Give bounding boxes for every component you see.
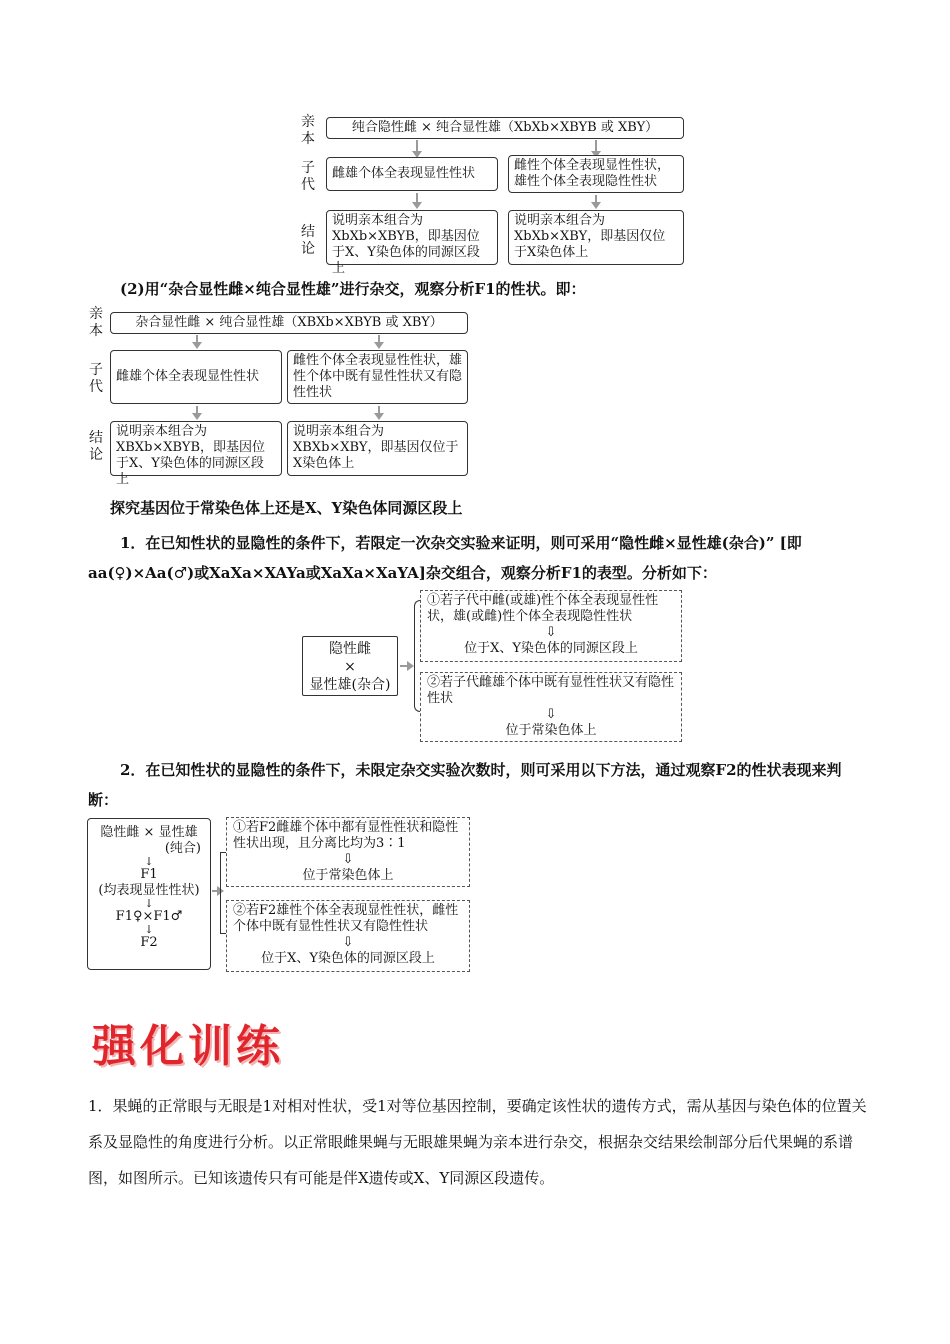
label-offspring: 子代 [301,160,315,193]
paragraph-2: (2)用“杂合显性雌×纯合显性雄”进行杂交，观察分析F1的性状。即： [120,280,586,298]
section-heading: 探究基因位于常染色体上还是X、Y染色体同源区段上 [110,499,463,517]
f1-cross: F1♀×F1♂ [115,909,183,924]
down-arrow-icon: ⇩ [342,852,354,867]
label-offspring: 子代 [89,362,103,395]
outcome-2-result: 位于X、Y染色体的同源区段上 [261,951,435,966]
down-arrow-icon: ↓ [144,923,154,936]
down-arrow-icon: ⇩ [545,625,557,640]
arrow-right [400,665,408,667]
down-arrow-icon: ⇩ [545,707,557,722]
outcome-1-box [226,817,470,887]
conclusion-left-box: 说明亲本组合为XBXb×XBYB，即基因位于X、Y染色体的同源区段上 [110,421,282,476]
cross-sign: × [344,659,356,675]
f1-note: (均表现显性性状) [98,883,200,898]
outcome-2-box [226,900,470,972]
arrow-down [595,140,597,152]
label-parent: 亲本 [301,114,315,147]
cross-box [302,636,398,696]
conclusion-right-box: 说明亲本组合为XBXb×XBY，即基因仅位于X染色体上 [287,421,468,476]
cross-female: 隐性雌 [329,641,371,657]
cross-scheme-box [87,818,211,970]
down-arrow-icon: ↓ [144,897,154,910]
conclusion-right-box: 说明亲本组合为XbXb×XBY，即基因仅位于X染色体上 [508,210,684,265]
arrow-down [595,195,597,203]
point-1: 1．在已知性状的显隐性的条件下，若限定一次杂交实验来证明，则可采用“隐性雌×显性雄(杂合)” [即aa(♀)×Aa(♂)或XaXa×XAYa或XaXa×XaYA]杂交组合，观察分析F1的表型。分析如下： [88,534,802,582]
outcome-2-result: 位于常染色体上 [505,723,597,738]
question-1: 1．果蝇的正常眼与无眼是1对相对性状，受1对等位基因控制，要确定该性状的遗传方式，需从基因与染色体的位置关系及显隐性的角度进行分析。以正常眼雌果蝇与无眼雄果蝇为亲本进行杂交，根据杂交结果绘制部分后代果蝇的系谱图，如图所示。已知该遗传只有可能是伴X遗传或X、Y同源区段遗传。 [88,1097,867,1187]
outcome-1-result: 位于常染色体上 [302,868,394,883]
arrow-down [416,193,418,203]
label-conclusion: 结论 [89,430,103,463]
outcome-2-text: ②若子代雌雄个体中既有显性性状又有隐性性状 [427,675,675,706]
cross-male: 显性雄(杂合) [309,677,391,693]
cross-line: 隐性雌 × 显性雄 [100,825,198,840]
down-arrow-icon: ↓ [144,855,154,868]
down-arrow-icon: ⇩ [342,935,354,950]
pure-note: (纯合) [164,841,201,856]
parent-box: 纯合隐性雌 × 纯合显性雄（XbXb×XBYB 或 XBY） [326,117,684,139]
section-title: 强化训练 [92,1021,284,1072]
outcome-1-box [420,590,682,662]
outcome-2-box [420,672,682,742]
outcome-1-text: ①若子代中雌(或雄)性个体全表现显性性状，雄(或雌)性个体全表现隐性性状 [427,593,659,624]
offspring-right-box: 雌性个体全表现显性性状，雄性个体全表现隐性性状 [508,155,684,193]
arrow-down [378,406,380,414]
offspring-right-box: 雌性个体全表现显性性状，雄性个体中既有显性性状又有隐性性状 [287,350,468,404]
arrow-down [196,406,198,414]
arrow-down [378,335,380,343]
arrow-down [416,140,418,152]
outcome-2-text: ②若F2雄性个体全表现显性性状，雌性个体中既有显性性状又有隐性性状 [233,903,459,934]
label-conclusion: 结论 [301,224,315,257]
point-2: 2．在已知性状的显隐性的条件下，未限定杂交实验次数时，则可采用以下方法，通过观察F2的性状表现来判断： [88,761,842,809]
outcome-1-result: 位于X、Y染色体的同源区段上 [464,641,638,656]
arrow-right [212,890,218,892]
arrow-down [196,335,198,343]
parent-box: 杂合显性雌 × 纯合显性雄（XBXb×XBYB 或 XBY） [110,312,468,334]
offspring-left-box: 雌雄个体全表现显性性状 [110,350,282,404]
f2-label: F2 [140,935,158,950]
f1-label: F1 [140,867,158,882]
outcome-1-text: ①若F2雌雄个体中都有显性性状和隐性性状出现，且分离比均为3∶1 [233,820,459,851]
offspring-left-box: 雌雄个体全表现显性性状 [326,157,498,191]
label-parent: 亲本 [89,306,103,339]
conclusion-left-box: 说明亲本组合为XbXb×XBYB，即基因位于X、Y染色体的同源区段上 [326,210,498,265]
